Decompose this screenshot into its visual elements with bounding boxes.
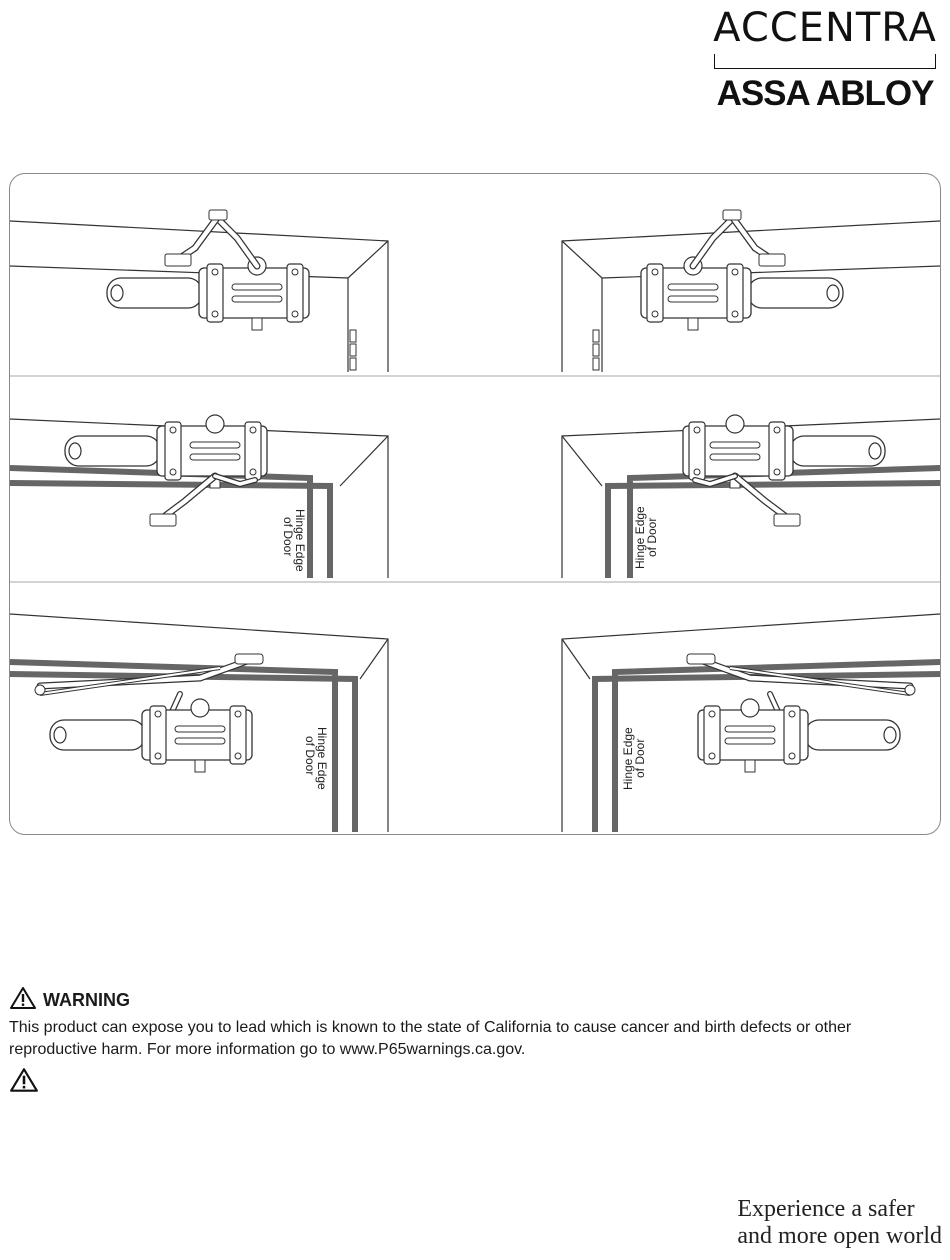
tagline-line1: Experience a safer <box>737 1196 915 1222</box>
diagram-row1-right <box>562 210 940 372</box>
hinge-label-row3-left-line1: Hinge Edge <box>315 727 329 790</box>
diagram-row3-left <box>10 614 388 832</box>
warning-heading <box>9 986 939 1015</box>
hinge-label-row3-right-line2: of Door <box>633 738 647 778</box>
hinge-label-row2-left-line2: of Door <box>281 517 295 557</box>
door-closer-diagrams <box>10 174 940 834</box>
hinge-label-row2-left-line1: Hinge Edge <box>293 509 307 572</box>
prop65-warning <box>9 986 939 1098</box>
logo-accentra: ACCENTRA <box>713 5 937 51</box>
hinge-label-row3-right-line1: Hinge Edge <box>621 727 635 790</box>
warning-triangle-icon <box>9 986 37 1015</box>
hinge-label-row2-right-line1: Hinge Edge <box>633 506 647 569</box>
diagram-row1-left <box>10 210 388 372</box>
warning-triangle-icon <box>9 1067 939 1098</box>
logo-assa-abloy: ASSA ABLOY <box>716 74 934 113</box>
diagram-row2-right <box>562 415 940 578</box>
warning-title: WARNING <box>43 990 130 1010</box>
diagram-row3-right <box>562 614 940 832</box>
installation-diagram-panel <box>9 173 941 835</box>
diagram-row2-left <box>10 415 388 578</box>
warning-text: This product can expose you to lead which is known to the state of California to cause cancer and birth defects or other reproductive harm. For more information go to www.P65warnings.ca.gov. <box>9 1019 852 1058</box>
tagline-line2: and more open world <box>737 1223 942 1249</box>
tagline <box>737 1196 942 1250</box>
hinge-label-row2-right-line2: of Door <box>645 517 659 557</box>
hinge-label-row3-left-line2: of Door <box>303 736 317 776</box>
brand-logo <box>710 6 940 113</box>
logo-divider <box>714 54 936 69</box>
